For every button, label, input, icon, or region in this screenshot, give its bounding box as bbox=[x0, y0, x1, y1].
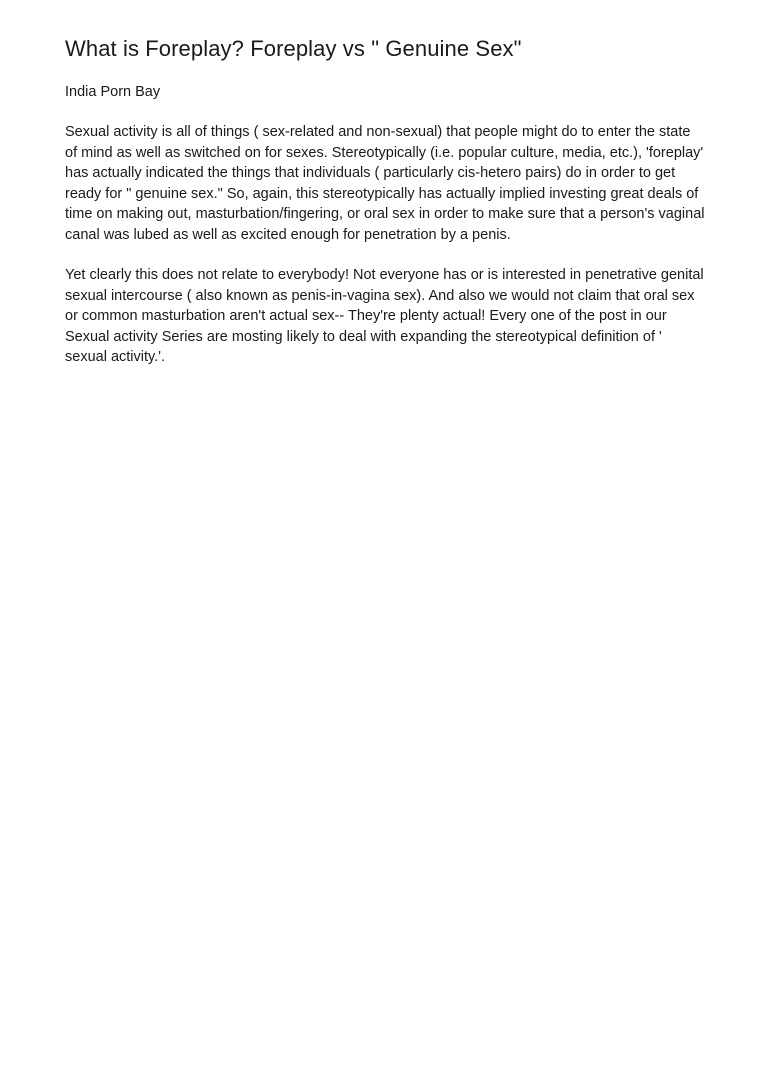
paragraph-1: Sexual activity is all of things ( sex-related and non-sexual) that people might do to enter the state of mind as well as switched on for sexes. Stereotypically (i.e. popular culture, media, etc.), 'foreplay' has actually indicated the things that individuals ( particularly cis-hetero pairs) do in order to get ready for " genuine sex." So, again, this stereotypically has actually implied investing great deals of time on making out, masturbation/fingering, or oral sex in order to make sure that a person's vaginal canal was lubed as well as excited enough for penetration by a penis. bbox=[65, 124, 705, 243]
paragraph-2: Yet clearly this does not relate to everybody! Not everyone has or is interested in penetrative genital sexual intercourse ( also known as penis-in-vagina sex). And also we would not claim that oral sex or common masturbation aren't actual sex-- They're plenty actual! Every one of the post in our Sexual activity Series are mosting likely to deal with expanding the stereotypical definition of ' sexual activity.'. bbox=[65, 267, 704, 365]
document-page bbox=[65, 34, 705, 368]
document-title: What is Foreplay? Foreplay vs " Genuine Sex" bbox=[65, 36, 522, 61]
document-subtitle: India Porn Bay bbox=[65, 84, 161, 100]
